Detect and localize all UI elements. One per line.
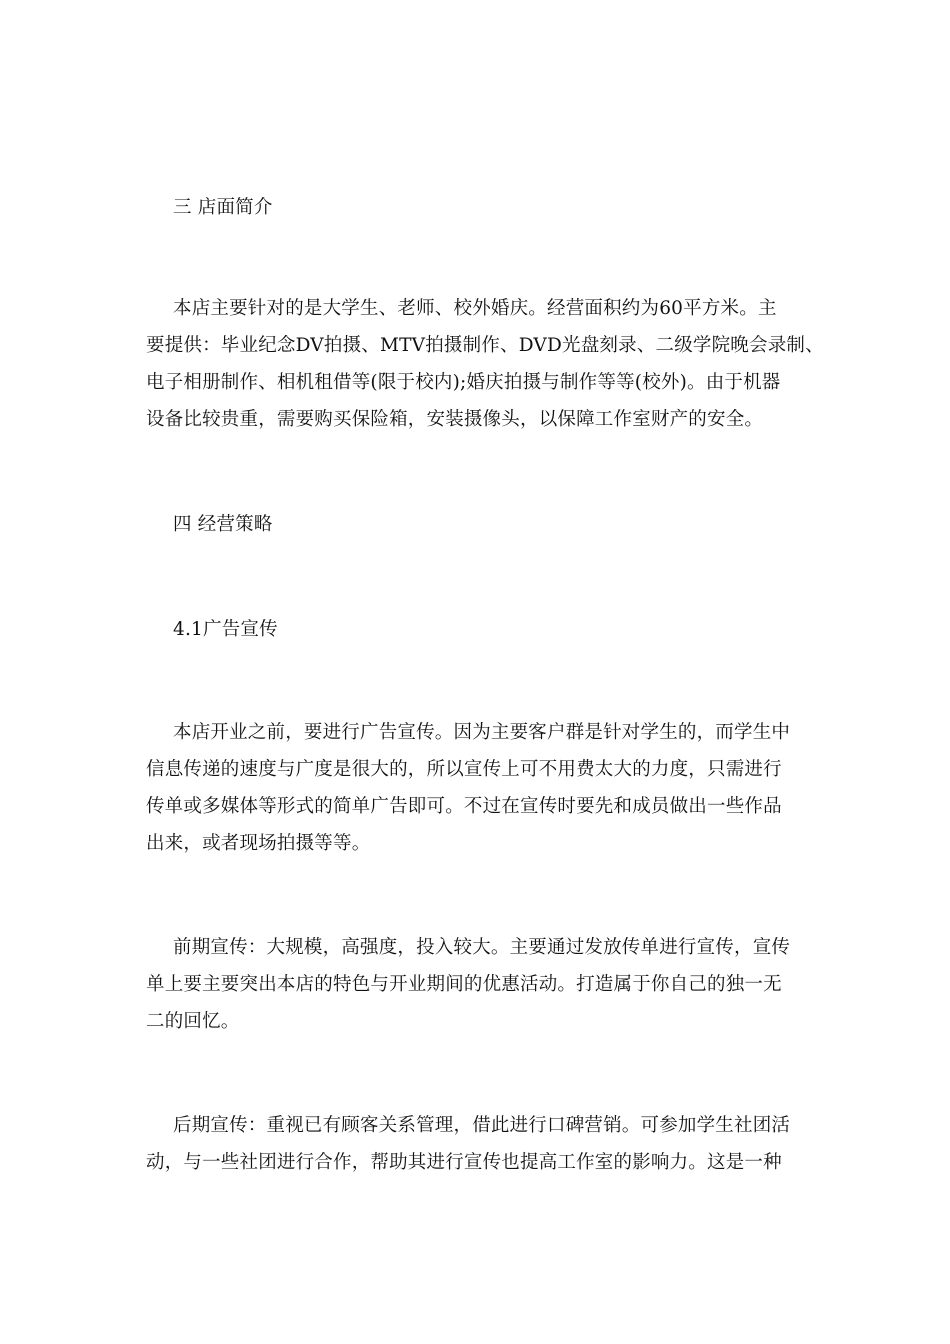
paragraph-line: 单上要主要突出本店的特色与开业期间的优惠活动。打造属于你自己的独一无 [146, 974, 782, 995]
paragraph-line: 动，与一些社团进行合作，帮助其进行宣传也提高工作室的影响力。这是一种 [146, 1152, 782, 1173]
paragraph-line: 电子相册制作、相机租借等(限于校内);婚庆拍摄与制作等等(校外)。由于机器 [146, 372, 781, 393]
section-heading: 三 店面简介 [173, 197, 273, 218]
paragraph-line: 本店主要针对的是大学生、老师、校外婚庆。经营面积约为60平方米。主 [173, 298, 777, 319]
subsection-heading: 4.1广告宣传 [173, 619, 278, 640]
paragraph-line: 要提供：毕业纪念DV拍摄、MTV拍摄制作、DVD光盘刻录、二级学院晚会录制、 [146, 335, 824, 356]
paragraph-line: 信息传递的速度与广度是很大的，所以宣传上可不用费太大的力度，只需进行 [146, 759, 782, 780]
paragraph-line: 二的回忆。 [146, 1011, 240, 1032]
paragraph-line: 设备比较贵重，需要购买保险箱，安装摄像头，以保障工作室财产的安全。 [146, 409, 764, 430]
paragraph-line: 出来，或者现场拍摄等等。 [146, 833, 371, 854]
section-heading: 四 经营策略 [173, 514, 273, 535]
paragraph-line: 传单或多媒体等形式的简单广告即可。不过在宣传时要先和成员做出一些作品 [146, 796, 782, 817]
paragraph-line: 后期宣传：重视已有顾客关系管理，借此进行口碑营销。可参加学生社团活 [173, 1115, 791, 1136]
paragraph-line: 本店开业之前，要进行广告宣传。因为主要客户群是针对学生的，而学生中 [173, 722, 791, 743]
paragraph-line: 前期宣传：大规模，高强度，投入较大。主要通过发放传单进行宣传，宣传 [173, 937, 791, 958]
